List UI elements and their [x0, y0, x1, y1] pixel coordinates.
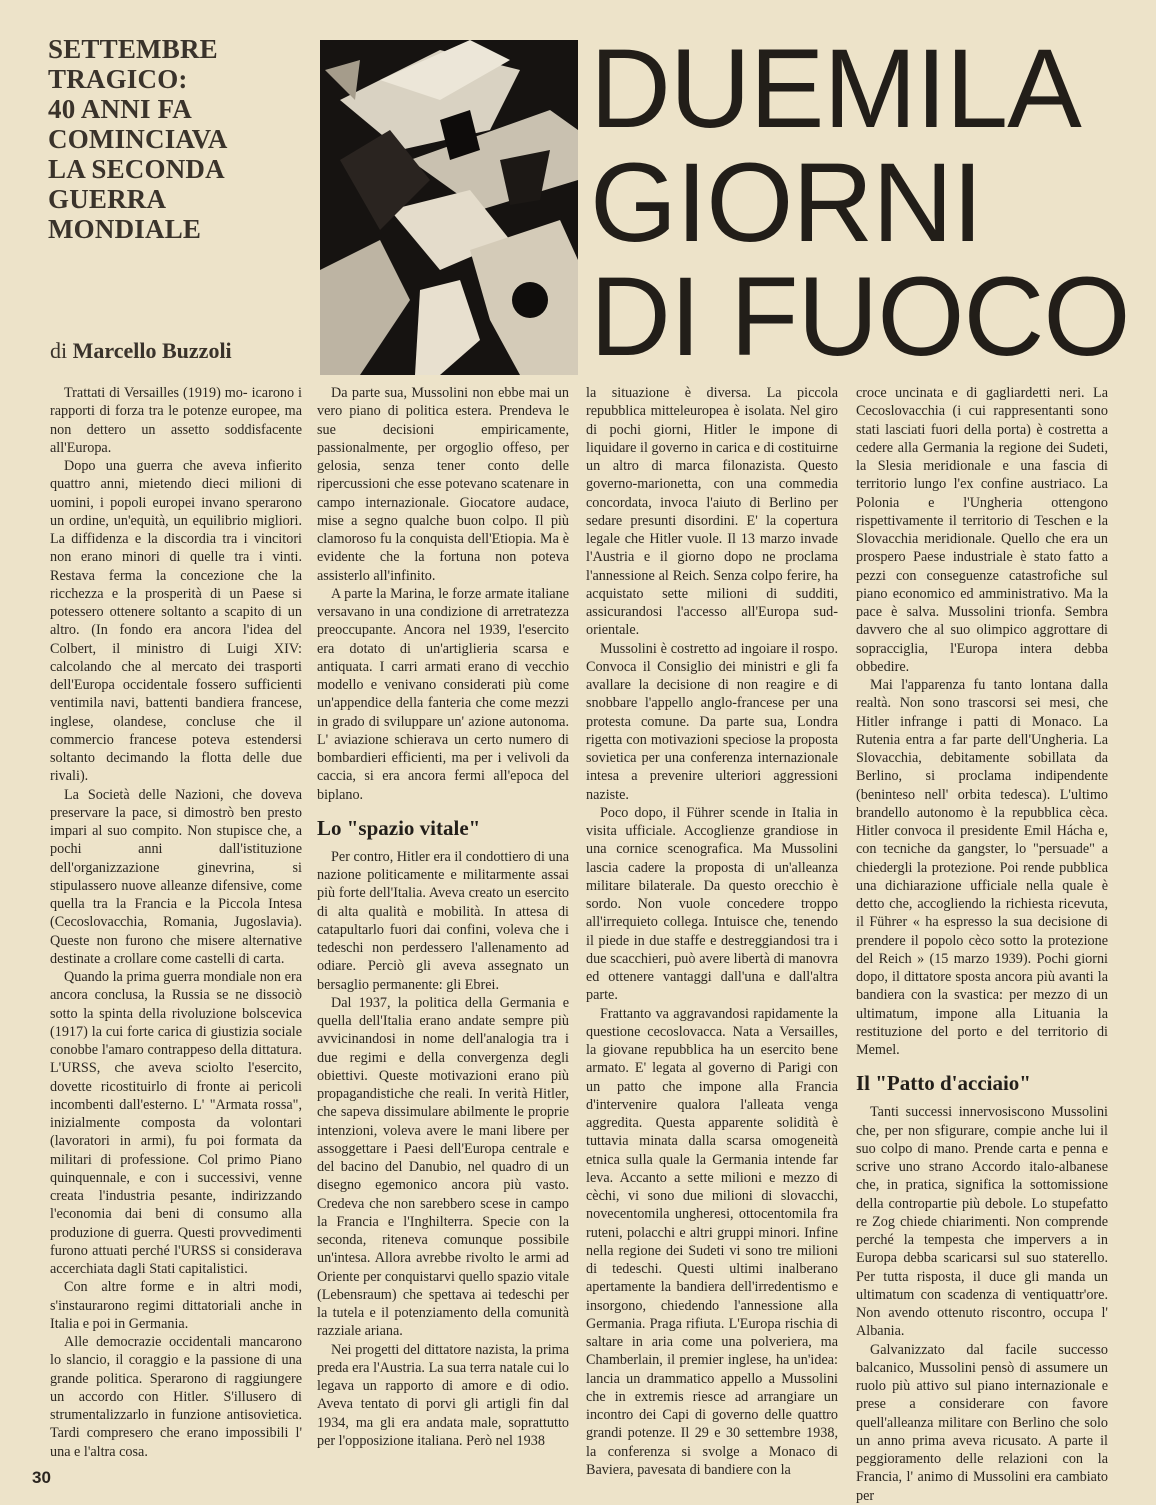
paragraph: Trattati di Versailles (1919) mo- icarono i rapporti di forza tra le potenze europee, ma non dettero un assetto soddisfacente all'Europa. — [50, 385, 302, 456]
paragraph: Quando la prima guerra mondiale non era ancora conclusa, la Russia se ne dissociò sotto la spinta della rivoluzione bolscevica (1917) la cui forte carica di giustizia sociale conobbe l'amaro contrappeso della dittatura. L'URSS, che aveva sciolto l'esercito, dovette ricostituirlo di fronte ai pericoli incombenti dall'esterno. L' "Armata rossa", inizialmente composta da volontari (lavoratori in armi), fu poi formata da militari di professione. Col primo Piano quinquennale, e con i successivi, venne creata l'industria pesante, indirizzando l'economia dai beni di consumo alla produzione di guerra. Questi provvedimenti furono attuati perché l'URSS si considerava accerchiata dagli Stati capitalistici. — [50, 969, 302, 1277]
kicker — [48, 34, 278, 244]
kicker-line: LA SECONDA — [48, 154, 225, 184]
paragraph: La Società delle Nazioni, che doveva preservare la pace, si dimostrò ben presto impari al suo compito. Non stupisce che, a pochi anni dall'istituzione dell'organizzazione ginevrina, si stipulassero nuove alleanze difensive, come quella tra la Francia e la Piccola Intesa (Cecoslovacchia, Romania, Jugoslavia). Queste non furono che misere alternative destinate a crollare come castelli di carta. — [50, 786, 302, 967]
paragraph: Per contro, Hitler era il condottiero di una nazione politicamente e militarmente assai più forte dell'Italia. Aveva creato un esercito di alta qualità e mobilità. In attesa di catapultarlo fuori dai confini, voleva che i tedeschi non perdessero l'allenamento ad odiare. Perciò gli aveva assegnato un bersaglio permanente: gli Ebrei. — [317, 848, 569, 993]
byline-author: Marcello Buzzoli — [72, 338, 232, 363]
war-photo-image — [320, 40, 578, 375]
kicker-line: TRAGICO: — [48, 64, 188, 94]
paragraph: Frattanto va aggravandosi rapidamente la questione cecoslovacca. Nata a Versailles, la giovane repubblica ha un esercito bene armato. E' legata al governo di Parigi con un patto che impone alla Francia d'intervenire qualora l'alleata venga aggredita. Questa apparente solidità è tuttavia minata dalla scarsa omogeneità etnica sulla quale la Germania intende far leva. Accanto a sette milioni e mezzo di cèchi, vi sono due milioni di slovacchi, novecentomila ungheresi, ottocentomila fra ruteni, polacchi e altri gruppi minori. Infine nella regione dei Sudeti vi sono tre milioni di tedeschi. Questi ultimi inalberano apertamente la bandiera dell'irredentismo e insorgono, chiedendo l'annessione alla Germania. Praga rifiuta. L'Europa rischia di saltare in aria come una polveriera, ma Chamberlain, il premier inglese, ha un'idea: lancia un drammatico appello a Mussolini che in extremis riesce ad arrangiare un incontro dei Capi di governo delle quattro grandi potenze. Il 29 e 30 settembre 1938, la conferenza si svolge a Monaco di Baviera, pavesata di bandiere con la — [586, 1005, 838, 1478]
headline — [590, 26, 1152, 379]
article-column-3 — [586, 384, 838, 1479]
kicker-line: COMINCIAVA — [48, 124, 228, 154]
paragraph: Dopo una guerra che aveva infierito quattro anni, mietendo dieci milioni di uomini, i popoli europei invano sperarono un ordine, un'equità, un equilibrio migliori. La diffidenza e la discordia tra i vincitori non erano minori di quelle tra i vinti. Restava ferma la concezione che la ricchezza e la prosperità di un Paese si potessero ottenere soltanto a scapito di un altro. (In fondo era ancora l'idea del Colbert, il ministro di Luigi XIV: calcolando che al mercato dei trasporti dell'Europa occidentale fossero sufficienti ventimila navi, battenti bandiera francese, inglese, olandese, concluse che il commercio francese poteva estendersi soltanto decimando la flotta delle due rivali). — [50, 458, 302, 785]
paragraph: A parte la Marina, le forze armate italiane versavano in una condizione di arretratezza preoccupante. Ancora nel 1939, l'esercito era dotato di un'artiglieria scarsa e antiquata. I carri armati erano di vecchio modello e venivano considerati più come un'appendice della fanteria che come mezzi in grado di sviluppare un' azione autonoma. L' aviazione schierava un certo numero di bombardieri efficienti, ma per i velivoli da caccia, si era ancora fermi all'epoca del biplano. — [317, 585, 569, 803]
paragraph: Galvanizzato dal facile successo balcanico, Mussolini pensò di assumere un ruolo più attivo sul piano internazionale e prese a considerare con favore quell'alleanza militare con Berlino che solo un anno prima aveva ricusato. A parte il peggioramento delle relazioni con la Francia, l' animo di Mussolini era cambiato per — [856, 1341, 1108, 1504]
paragraph: Dal 1937, la politica della Germania e quella dell'Italia erano andate sempre più avvicinandosi in nome dell'analogia tra i due regimi e della convergenza degli obiettivi. Queste motivazioni erano più propagandistiche che reali. In verità Hitler, che sapeva dissimulare abilmente le proprie intenzioni, voleva avere le mani libere per assoggettare i Paesi dell'Europa centrale e del bacino del Danubio, nel quadro di un disegno egemonico ancora più vasto. Credeva che non sarebbero scese in campo la Francia e l'Inghilterra. Specie con la seconda, riteneva comunque possibile un'intesa. Allora avrebbe rivolto le armi ad Oriente per conquistarvi quello spazio vitale (Lebensraum) che spettava ai tedeschi per la tutela e il potenziamento della comunità razziale ariana. — [317, 994, 569, 1340]
page-number: 30 — [32, 1468, 51, 1487]
kicker-line: MONDIALE — [48, 214, 202, 244]
article-column-1 — [50, 384, 302, 1461]
kicker-line: 40 ANNI FA — [48, 94, 193, 124]
paragraph: Poco dopo, il Führer scende in Italia in visita ufficiale. Accoglienze grandiose in una cornice scenografica. Ma Mussolini lascia cadere la proposta di un'alleanza militare bilaterale. Da questo orecchio è sordo. Non vuole concedere troppo all'irrequieto collega. Intuisce che, tenendo il piede in due staffe e destreggiandosi tra i due scacchieri, può avere libertà di manovra ed ottenere vantaggi dall'una e dall'altra parte. — [586, 804, 838, 1004]
article-column-2 — [317, 384, 569, 1450]
paragraph: Mai l'apparenza fu tanto lontana dalla realtà. Non sono trascorsi sei mesi, che Hitler infrange i patti di Monaco. La Rutenia entra a far parte dell'Ungheria. La Slovacchia, debitamente sobillata da Berlino, si proclama indipendente (beninteso nell' orbita tedesca). L'ultimo brandello autonomo è la repubblica cèca. Hitler convoca il presidente Emil Hácha e, con tecniche da gangster, lo "persuade" a chiedergli la protezione. Poi rende pubblica una dichiarazione ufficiale nella quale è detto che, accogliendo la richiesta ricevuta, il Führer « ha espresso la sua decisione di prendere il popolo cèco sotto la protezione del Reich » (15 marzo 1939). Pochi giorni dopo, il dittatore sposta ancora più avanti la bandiera con la svastica: per mezzo di un ultimatum, impone alla Lituania la restituzione del porto e del territorio di Memel. — [856, 677, 1108, 1058]
headline-line: DI FUOCO — [590, 254, 1130, 379]
headline-line: DUEMILA — [590, 26, 1081, 151]
kicker-line: GUERRA — [48, 184, 167, 214]
byline — [50, 338, 232, 364]
section-heading: Lo "spazio vitale" — [317, 815, 481, 840]
kicker-line: SETTEMBRE — [48, 34, 218, 64]
paragraph: la situazione è diversa. La piccola repubblica mitteleuropea è isolata. Nel giro di pochi giorni, Hitler le impone di liquidare il governo in carica e di costituirne un altro di marca filonazista. Questo governo-marionetta, con una commedia concordata, invoca l'aiuto di Berlino per sedare presunti disordini. E' la copertura legale che Hitler vuole. Il 13 marzo invade l'Austria e il giorno dopo ne proclama l'annessione al Reich. Senza colpo ferire, ha acquistato sette milioni di sudditi, assicurandosi l'accesso all'Europa sud-orientale. — [586, 385, 838, 639]
paragraph: croce uncinata e di gagliardetti neri. La Cecoslovacchia (i cui rappresentanti sono stati lasciati fuori della porta) è costretta a cedere alla Germania la regione dei Sudeti, la Slesia meridionale e una fascia di territorio lungo l'ex confine austriaco. La Polonia e l'Ungheria ottengono rispettivamente il territorio di Teschen e la Slovacchia meridionale. Quello che era un prospero Paese industriale è stato fatto a pezzi con conseguenze catastrofiche sul piano economico ed amministrativo. Ma la pace è salva. Mussolini trionfa. Sembra davvero che al suo olimpico aggrottare di sopracciglia, l'Europa intera debba obbedire. — [856, 385, 1108, 675]
headline-line: GIORNI — [590, 140, 983, 265]
article-column-4 — [856, 384, 1108, 1505]
byline-prefix: di — [50, 338, 68, 363]
paragraph: Nei progetti del dittatore nazista, la prima preda era l'Austria. La sua terra natale cui lo legava un rapporto di amore e di odio. Aveva tentato di porvi gli artigli fin dal 1934, ma gli era andata male, soprattutto per l'opposizione italiana. Però nel 1938 — [317, 1341, 569, 1449]
paragraph: Con altre forme e in altri modi, s'instaurarono regimi dittatoriali anche in Italia e poi in Germania. — [50, 1279, 302, 1332]
paragraph: Tanti successi innervosiscono Mussolini che, per non sfigurare, compie anche lui il suo colpo di mano. Prende carta e penna e scrive uno strano Accordo italo-albanese che, in pratica, significa la sottomissione della contropartie più debole. Lo stupefatto re Zog chiede chiarimenti. Non comprende perché la tempesta che impervers a in Europa debba scaricarsi sul suo staterello. Per tutta risposta, il duce gli manda un ultimatum con scadenza di ventiquattr'ore. Non avendo ottenuto riscontro, occupa l' Albania. — [856, 1104, 1108, 1340]
war-photo — [320, 40, 578, 375]
paragraph: Alle democrazie occidentali mancarono lo slancio, il coraggio e la passione di una grande politica. Sperarono di raggiungere un accordo con Hitler. S'illusero di strumentalizzarlo in funzione antisovietica. Tardi compresero che erano impossibili l' una e l'altra cosa. — [50, 1334, 302, 1460]
paragraph: Mussolini è costretto ad ingoiare il rospo. Convoca il Consiglio dei ministri e gli fa avallare la decisione di non reagire e di snobbare l'appello anglo-francese per una protesta comune. Da parte sua, Londra rigetta con motivazioni speciose la proposta sovietica per una conferenza internazionale intesa a prevenire ulteriori aggressioni naziste. — [586, 640, 838, 803]
paragraph: Da parte sua, Mussolini non ebbe mai un vero piano di politica estera. Prendeva le sue decisioni empiricamente, passionalmente, per orgoglio offeso, per gelosia, senza tener conto delle ripercussioni che esse potevano scatenare in campo internazionale. Giocatore audace, mise a segno qualche buon colpo. Il più clamoroso fu la conquista dell'Etiopia. Ma è evidente che la fortuna non poteva assisterlo all'infinito. — [317, 385, 569, 584]
section-heading: Il "Patto d'acciaio" — [856, 1071, 1031, 1096]
